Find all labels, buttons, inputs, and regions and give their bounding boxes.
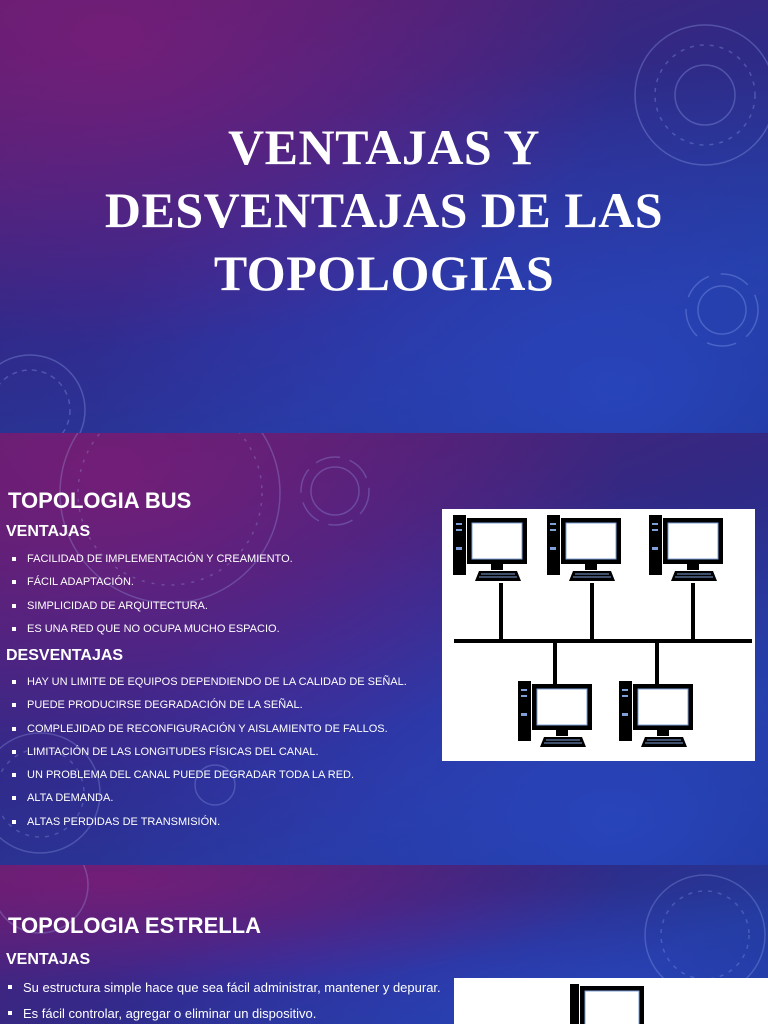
star-topology-diagram — [454, 978, 768, 1024]
list-item: FÁCIL ADAPTACIÓN. — [6, 571, 293, 594]
ventajas-label: VENTAJAS — [6, 523, 91, 540]
title-line: TOPOLOGIAS — [213, 245, 555, 301]
bus-topology-slide — [0, 433, 768, 865]
list-item: Su estructura simple hace que sea fácil administrar, mantener y depurar. — [2, 975, 441, 1001]
title-line: VENTAJAS Y — [228, 119, 540, 175]
section-heading: TOPOLOGIA ESTRELLA — [8, 913, 262, 938]
ventajas-list — [6, 548, 293, 641]
list-item: PUEDE PRODUCIRSE DEGRADACIÓN DE LA SEÑAL. — [6, 694, 407, 717]
list-item: ALTA DEMANDA. — [6, 787, 407, 810]
slide-title — [40, 116, 728, 305]
section-heading: TOPOLOGIA BUS — [8, 488, 192, 513]
desventajas-list — [6, 671, 407, 834]
computer-icon — [570, 984, 644, 1024]
list-item: ES UNA RED QUE NO OCUPA MUCHO ESPACIO. — [6, 618, 293, 641]
title-line: DESVENTAJAS DE LAS — [104, 182, 664, 238]
star-topology-slide — [0, 865, 768, 1024]
ventajas-label: VENTAJAS — [6, 951, 91, 968]
list-item: COMPLEJIDAD DE RECONFIGURACIÓN Y AISLAMIENTO DE FALLOS. — [6, 718, 407, 741]
bus-topology-diagram — [442, 509, 755, 761]
list-item: UN PROBLEMA DEL CANAL PUEDE DEGRADAR TODA LA RED. — [6, 764, 407, 787]
list-item: SIMPLICIDAD DE ARQUITECTURA. — [6, 595, 293, 618]
list-item: LIMITACIÓN DE LAS LONGITUDES FÍSICAS DEL CANAL. — [6, 741, 407, 764]
list-item: ALTAS PERDIDAS DE TRANSMISIÓN. — [6, 811, 407, 834]
desventajas-label: DESVENTAJAS — [6, 647, 124, 664]
title-slide — [0, 0, 768, 433]
list-item: HAY UN LIMITE DE EQUIPOS DEPENDIENDO DE LA CALIDAD DE SEÑAL. — [6, 671, 407, 694]
ventajas-list — [2, 975, 441, 1024]
list-item: FACILIDAD DE IMPLEMENTACIÓN Y CREAMIENTO. — [6, 548, 293, 571]
list-item: Es fácil controlar, agregar o eliminar un dispositivo. — [2, 1001, 441, 1024]
